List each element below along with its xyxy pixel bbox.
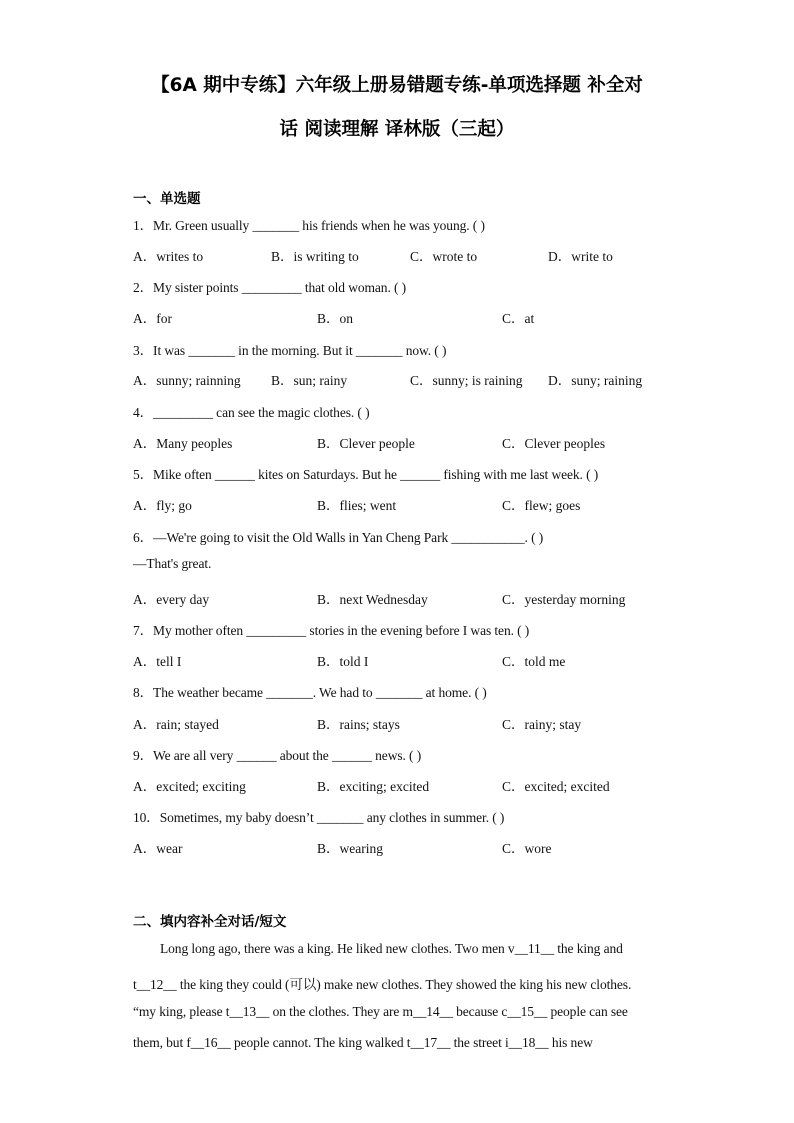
question-8-options [133,713,693,731]
option-b[interactable]: B．on [317,311,354,326]
section-heading-single-choice: 一、单选题 [133,191,201,207]
question-2-options [133,307,693,325]
option-a[interactable]: A．writes to [133,249,204,264]
question-3-options [133,369,693,387]
cloze-line-2: t__12__ the king they could (可以) make new clothes. They showed the king his new clothes. [133,977,632,992]
option-a[interactable]: A．for [133,311,172,326]
question-10-options [133,837,693,855]
question-6-stem: 6．—We're going to visit the Old Walls in Yan Cheng Park ___________. ( ) [133,530,544,545]
question-9-stem: 9．We are all very ______ about the ______ news. ( ) [133,748,422,763]
option-a[interactable]: A．wear [133,841,183,856]
question-5-options [133,494,693,512]
option-d[interactable]: D．suny; raining [548,373,643,388]
option-c[interactable]: C．told me [502,654,566,669]
option-d[interactable]: D．write to [548,249,613,264]
question-10-stem: 10．Sometimes, my baby doesn’t _______ any clothes in summer. ( ) [133,810,505,825]
option-a[interactable]: A．rain; stayed [133,717,219,732]
option-a[interactable]: A．tell I [133,654,182,669]
option-c[interactable]: C．wrote to [410,249,478,264]
option-a[interactable]: A．sunny; rainning [133,373,241,388]
option-a[interactable]: A．Many peoples [133,436,233,451]
option-b[interactable]: B．told I [317,654,369,669]
section-heading-cloze: 二、填内容补全对话/短文 [133,914,287,930]
option-c[interactable]: C．flew; goes [502,498,581,513]
question-3-stem: 3．It was _______ in the morning. But it _______ now. ( ) [133,343,447,358]
cloze-line-1: Long long ago, there was a king. He liked new clothes. Two men v__11__ the king and [160,941,623,956]
option-c[interactable]: C．rainy; stay [502,717,582,732]
option-b[interactable]: B．sun; rainy [271,373,348,388]
cloze-line-3: “my king, please t__13__ on the clothes. They are m__14__ because c__15__ people can see [133,1004,628,1019]
option-c[interactable]: C．yesterday morning [502,592,626,607]
question-6-response: —That's great. [133,556,212,571]
question-1-options [133,245,693,263]
question-7-options [133,650,693,668]
document-title-line1: 【6A 期中专练】六年级上册易错题专练-单项选择题 补全对 [151,75,643,96]
option-a[interactable]: A．excited; exciting [133,779,246,794]
question-8-stem: 8．The weather became _______. We had to _______ at home. ( ) [133,685,487,700]
document-title [90,64,704,152]
question-2-stem: 2．My sister points _________ that old woman. ( ) [133,280,407,295]
option-a[interactable]: A．fly; go [133,498,192,513]
question-9-options [133,775,693,793]
question-4-options [133,432,693,450]
question-1-stem: 1．Mr. Green usually _______ his friends when he was young. ( ) [133,218,485,233]
cloze-line-4: them, but f__16__ people cannot. The king walked t__17__ the street i__18__ his new [133,1035,593,1050]
option-b[interactable]: B．exciting; excited [317,779,430,794]
document-title-line2: 话 阅读理解 译林版（三起） [279,119,515,140]
option-b[interactable]: B．Clever people [317,436,415,451]
option-a[interactable]: A．every day [133,592,210,607]
option-c[interactable]: C．Clever peoples [502,436,606,451]
option-c[interactable]: C．at [502,311,535,326]
option-b[interactable]: B．is writing to [271,249,359,264]
option-c[interactable]: C．excited; excited [502,779,610,794]
option-c[interactable]: C．wore [502,841,552,856]
option-b[interactable]: B．wearing [317,841,383,856]
question-4-stem: 4．_________ can see the magic clothes. ( ) [133,405,370,420]
question-5-stem: 5．Mike often ______ kites on Saturdays. But he ______ fishing with me last week. ( ) [133,467,599,482]
question-7-stem: 7．My mother often _________ stories in the evening before I was ten. ( ) [133,623,530,638]
option-b[interactable]: B．rains; stays [317,717,400,732]
option-b[interactable]: B．next Wednesday [317,592,428,607]
question-6-options [133,588,693,606]
option-c[interactable]: C．sunny; is raining [410,373,523,388]
option-b[interactable]: B．flies; went [317,498,397,513]
